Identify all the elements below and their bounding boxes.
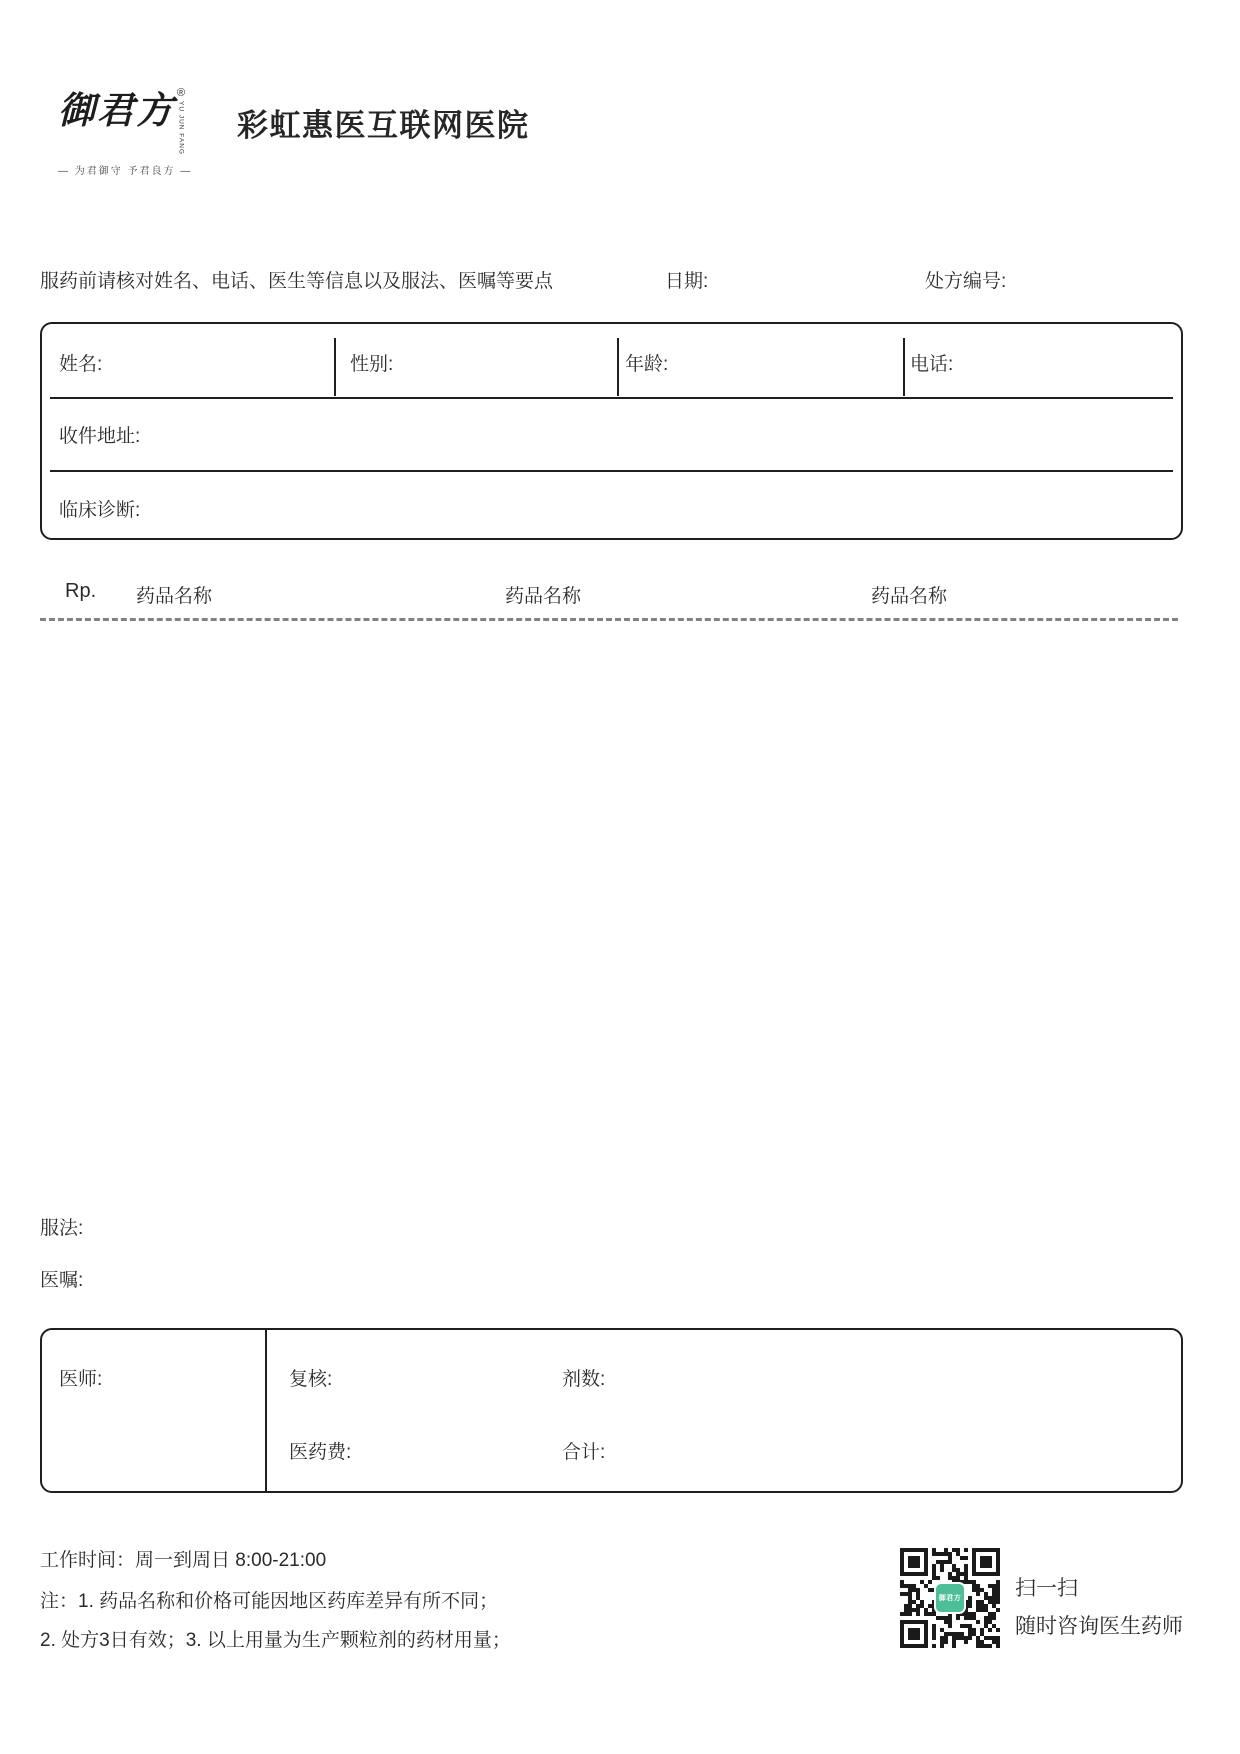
hospital-name: 彩虹惠医互联网医院 (237, 108, 530, 143)
row-divider (50, 397, 1173, 399)
drug-name-header-1: 药品名称 (136, 586, 213, 607)
rp-label: Rp. (65, 580, 97, 602)
scan-hint-title: 扫一扫 (1015, 1577, 1078, 1600)
notice-text: 服药前请核对姓名、电话、医生等信息以及服法、医嘱等要点 (40, 271, 554, 292)
qr-code (900, 1548, 1000, 1648)
signature-box (40, 1328, 1183, 1493)
scan-hint-desc: 随时咨询医生药师 (1015, 1615, 1183, 1638)
phone-field-label: 电话: (910, 354, 954, 375)
name-field-label: 姓名: (59, 354, 103, 375)
date-label: 日期: (665, 271, 709, 292)
rx-header-row (40, 580, 1183, 606)
brand-name: 御君方 (58, 88, 175, 132)
medicine-fee-label: 医药费: (289, 1442, 352, 1463)
doctor-field-label: 医师: (59, 1369, 103, 1390)
notice-row (40, 266, 1200, 292)
row-divider (50, 470, 1173, 472)
age-field-label: 年龄: (625, 354, 669, 375)
prescription-blank-area (40, 630, 1183, 1200)
brand-tagline: — 为君御守 予君良方 — (58, 165, 193, 177)
review-field-label: 复核: (289, 1369, 333, 1390)
brand-logo (58, 88, 248, 177)
gender-field-label: 性别: (350, 354, 394, 375)
total-label: 合计: (562, 1442, 606, 1463)
drug-name-header-2: 药品名称 (505, 586, 582, 607)
field-divider (903, 338, 905, 396)
dose-count-label: 剂数: (562, 1369, 606, 1390)
qr-center-logo: 御君方 (934, 1582, 966, 1614)
work-hours-text: 工作时间：周一到周日 8:00-21:00 (40, 1550, 327, 1571)
address-field-label: 收件地址: (59, 426, 141, 447)
rx-number-label: 处方编号: (925, 271, 1007, 292)
usage-label: 服法: (40, 1218, 84, 1239)
brand-vertical-name: YU JUN FANG (177, 101, 185, 155)
field-divider (617, 338, 619, 396)
note-line-1: 注：1. 药品名称和价格可能因地区药库差异有所不同； (40, 1591, 499, 1612)
note-line-2: 2. 处方3日有效；3. 以上用量为生产颗粒剂的药材用量； (40, 1630, 511, 1651)
signature-box-divider (265, 1330, 267, 1491)
registered-trademark-icon: ® (177, 87, 186, 99)
field-divider (334, 338, 336, 396)
advice-label: 医嘱: (40, 1270, 84, 1291)
drug-name-header-3: 药品名称 (871, 586, 948, 607)
drug-list-divider (40, 618, 1178, 621)
patient-info-box (40, 322, 1183, 540)
diagnosis-field-label: 临床诊断: (59, 500, 141, 521)
